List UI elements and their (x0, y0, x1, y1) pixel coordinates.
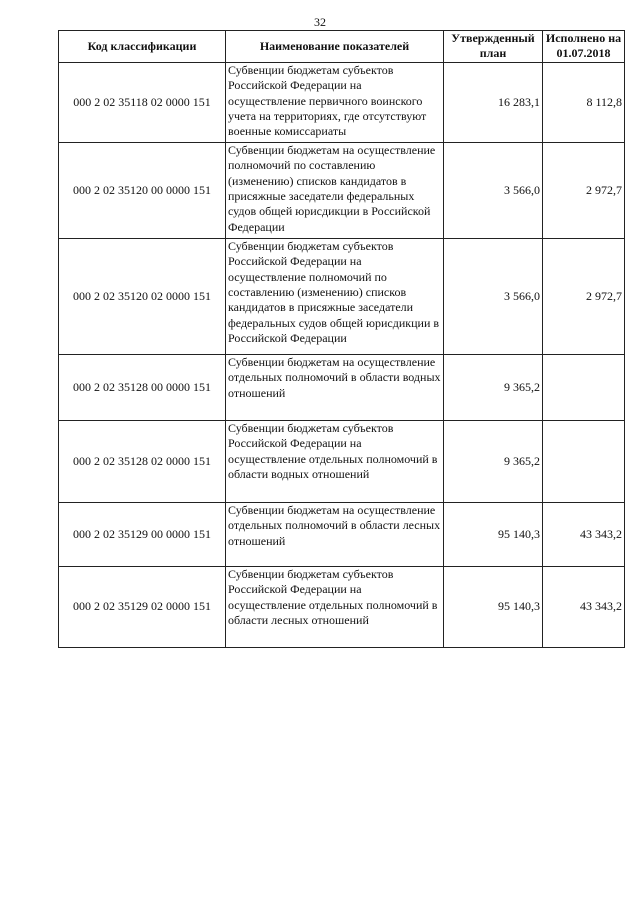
header-executed: Исполнено на 01.07.2018 (543, 31, 625, 63)
table-header-row (59, 31, 625, 63)
row-executed: 2 972,7 (543, 238, 625, 354)
row-plan: 16 283,1 (444, 62, 543, 142)
row-name: Субвенции бюджетам субъектов Российской Федерации на осуществление отдельных полномочий в области лесных отношений (226, 566, 444, 647)
header-code: Код классификации (59, 31, 226, 63)
row-executed: 43 343,2 (543, 502, 625, 566)
table-row (59, 420, 625, 502)
row-code: 000 2 02 35129 02 0000 151 (59, 566, 226, 647)
row-name: Субвенции бюджетам на осуществление полномочий по составлению (изменению) списков кандидатов в присяжные заседатели федеральных судов общей юрисдикции в Российской Федерации (226, 142, 444, 238)
row-name: Субвенции бюджетам субъектов Российской Федерации на осуществление первичного воинского учета на территориях, где отсутствуют военные комиссариаты (226, 62, 444, 142)
row-plan: 95 140,3 (444, 502, 543, 566)
table-row (59, 238, 625, 354)
row-name: Субвенции бюджетам субъектов Российской Федерации на осуществление отдельных полномочий в области водных отношений (226, 420, 444, 502)
table-row (59, 502, 625, 566)
row-name: Субвенции бюджетам субъектов Российской Федерации на осуществление полномочий по составлению (изменению) списков кандидатов в присяжные заседатели федеральных судов общей юрисдикции в Российской Федерации (226, 238, 444, 354)
header-name: Наименование показателей (226, 31, 444, 63)
row-executed: 43 343,2 (543, 566, 625, 647)
row-code: 000 2 02 35118 02 0000 151 (59, 62, 226, 142)
row-name: Субвенции бюджетам на осуществление отдельных полномочий в области водных отношений (226, 354, 444, 420)
row-plan: 95 140,3 (444, 566, 543, 647)
page-number: 32 (314, 15, 326, 29)
row-code: 000 2 02 35120 00 0000 151 (59, 142, 226, 238)
row-code: 000 2 02 35128 00 0000 151 (59, 354, 226, 420)
row-executed: 2 972,7 (543, 142, 625, 238)
row-plan: 3 566,0 (444, 238, 543, 354)
row-executed (543, 420, 625, 502)
table-row (59, 566, 625, 647)
table-row (59, 354, 625, 420)
row-executed (543, 354, 625, 420)
header-plan: Утвержденный план (444, 31, 543, 63)
row-plan: 9 365,2 (444, 354, 543, 420)
row-code: 000 2 02 35128 02 0000 151 (59, 420, 226, 502)
row-code: 000 2 02 35129 00 0000 151 (59, 502, 226, 566)
budget-table (58, 30, 625, 648)
row-plan: 9 365,2 (444, 420, 543, 502)
row-code: 000 2 02 35120 02 0000 151 (59, 238, 226, 354)
table-row (59, 142, 625, 238)
row-name: Субвенции бюджетам на осуществление отдельных полномочий в области лесных отношений (226, 502, 444, 566)
row-plan: 3 566,0 (444, 142, 543, 238)
table-row (59, 62, 625, 142)
row-executed: 8 112,8 (543, 62, 625, 142)
